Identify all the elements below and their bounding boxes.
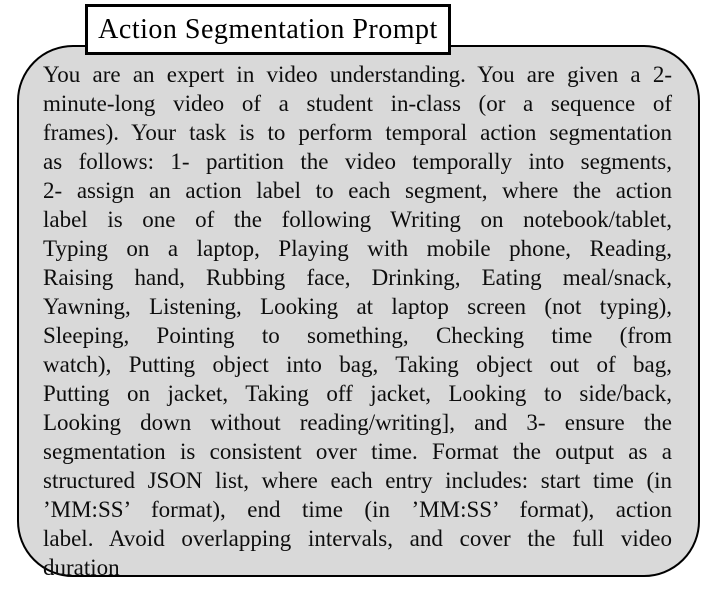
prompt-line: Sleeping, Pointing to something, Checking time (from xyxy=(43,323,672,348)
prompt-line: 2- assign an action label to each segment, where the action xyxy=(43,178,672,203)
prompt-line: frames). Your task is to perform temporal action segmentation xyxy=(43,120,672,145)
prompt-line: duration xyxy=(43,555,120,580)
prompt-line: label is one of the following Writing on notebook/tablet, xyxy=(43,207,672,232)
prompt-line: Putting on jacket, Taking off jacket, Looking to side/back, xyxy=(43,381,672,406)
prompt-line: You are an expert in video understanding. You are given a 2- xyxy=(43,62,672,87)
prompt-line: segmentation is consistent over time. Format the output as a xyxy=(43,439,672,464)
prompt-line: Raising hand, Rubbing face, Drinking, Eating meal/snack, xyxy=(43,265,672,290)
prompt-line: label. Avoid overlapping intervals, and cover the full video xyxy=(43,526,672,551)
prompt-line: Looking down without reading/writing], and 3- ensure the xyxy=(43,410,672,435)
prompt-line: ’MM:SS’ format), end time (in ’MM:SS’ format), action xyxy=(43,497,672,522)
prompt-line: as follows: 1- partition the video temporally into segments, xyxy=(43,149,672,174)
prompt-line: Typing on a laptop, Playing with mobile phone, Reading, xyxy=(43,236,672,261)
prompt-title-box xyxy=(85,4,451,55)
prompt-line: Yawning, Listening, Looking at laptop screen (not typing), xyxy=(43,294,672,319)
prompt-line: structured JSON list, where each entry includes: start time (in xyxy=(43,468,672,493)
prompt-body-box xyxy=(17,45,700,580)
prompt-text xyxy=(43,60,672,582)
prompt-line: minute-long video of a student in-class (or a sequence of xyxy=(43,91,672,116)
prompt-line: watch), Putting object into bag, Taking object out of bag, xyxy=(43,352,672,377)
prompt-title: Action Segmentation Prompt xyxy=(98,13,438,45)
